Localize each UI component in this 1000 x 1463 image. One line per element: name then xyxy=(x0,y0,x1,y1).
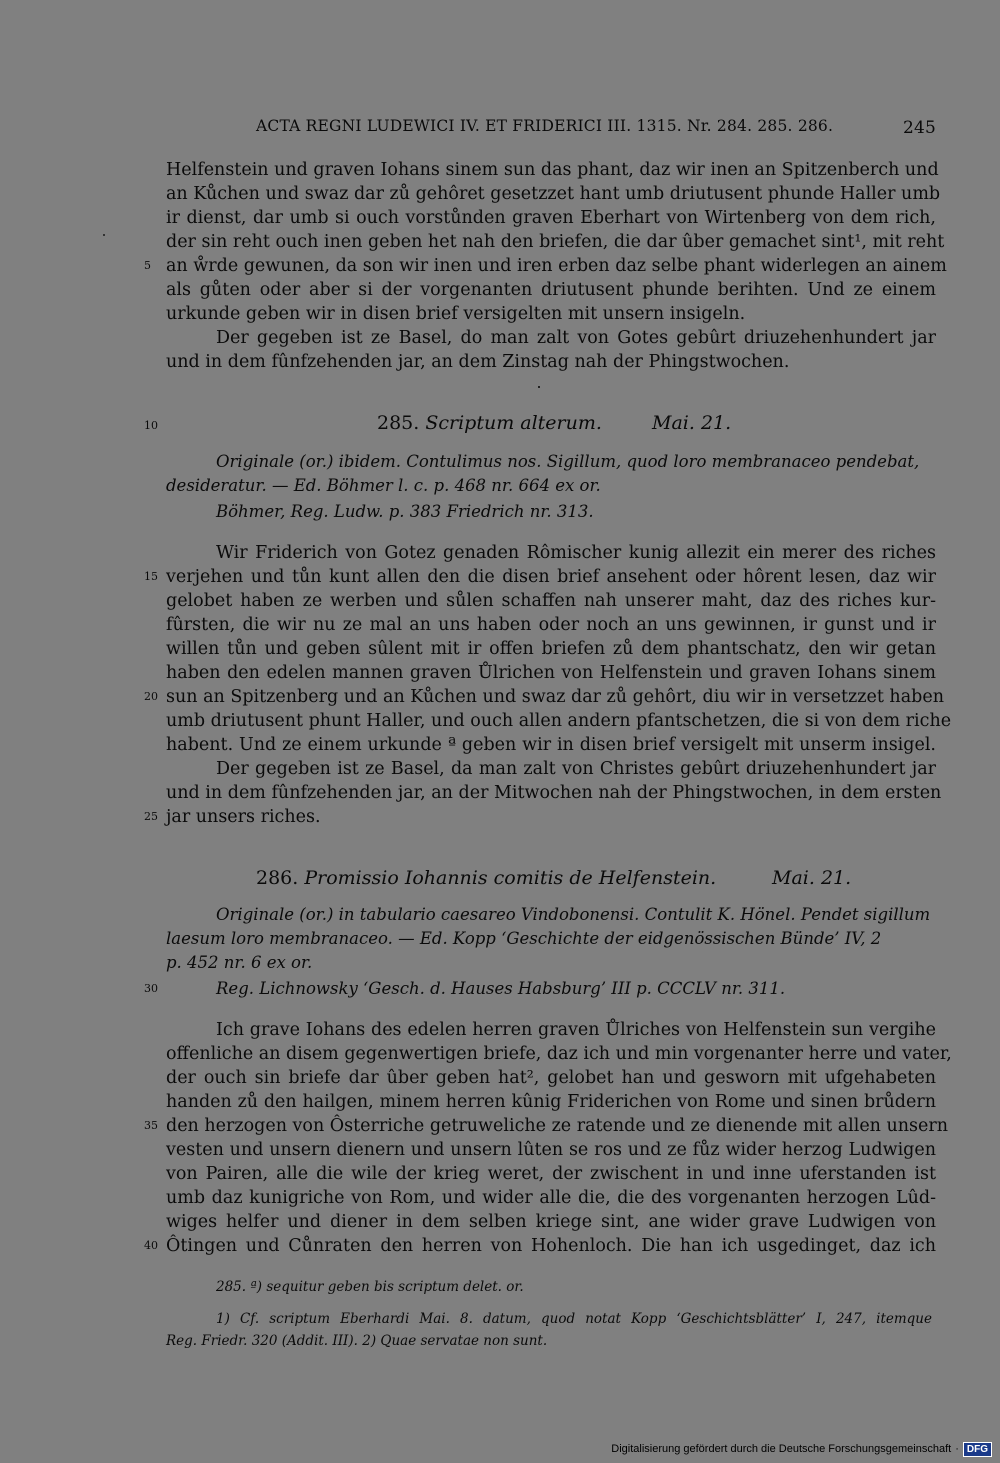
section-title: Scriptum alterum. xyxy=(425,412,602,434)
text-line: Ôtingen und Cůnraten den herren von Hohenloch. Die han ich usgedinget, daz ich xyxy=(166,1236,936,1256)
source-line: p. 452 nr. 6 ex or. xyxy=(166,953,313,972)
section-date: Mai. 21. xyxy=(772,867,852,889)
text-line: verjehen und tůn kunt allen den die disen brief ansehent oder hôrent lesen, daz wir xyxy=(166,567,936,587)
text-line: urkunde geben wir in disen brief versigelten mit unsern insigeln. xyxy=(166,304,746,324)
footnote: 1) Cf. scriptum Eberhardi Mai. 8. datum, quod notat Kopp ‘Geschichtsblätter’ I, 247, itemque xyxy=(216,1311,932,1327)
text-line: von Pairen, alle die wile der krieg weret, der zwischent in und inne uferstanden ist xyxy=(166,1164,936,1184)
separator-dot xyxy=(538,386,540,388)
text-line: umb daz kunigriche von Rom, und wider alle die, die des vorgenanten herzogen Lûd- xyxy=(166,1188,936,1208)
text-line: der ouch sin briefe dar ûber geben hat², gelobet han und gesworn mit ufgehabeten xyxy=(166,1068,936,1088)
page-number: 245 xyxy=(902,118,936,138)
dfg-logo: DFG xyxy=(963,1442,992,1457)
section-heading-286 xyxy=(256,867,716,889)
text-line: habent. Und ze einem urkunde ª geben wir in disen brief versigelt mit unserm insigel. xyxy=(166,735,936,755)
dating-line: und in dem fûnfzehenden jar, an der Mitwochen nah der Phingstwochen, in dem ersten xyxy=(166,783,942,803)
section-number: 285. xyxy=(377,412,420,434)
digitization-credit: Digitalisierung gefördert durch die Deutsche Forschungsgemeinschaft · DFG xyxy=(611,1441,992,1457)
running-header xyxy=(256,117,936,138)
text-line: ir dienst, dar umb si ouch vorstůnden graven Eberhart von Wirtenberg von dem rich, xyxy=(166,208,936,228)
text-line: sun an Spitzenberg und an Kůchen und swaz dar zů gehôrt, diu wir in versetzzet haben xyxy=(166,687,944,707)
variant-footnote: 285. ª) sequitur geben bis scriptum delet. or. xyxy=(216,1279,524,1295)
line-number: 40 xyxy=(144,1239,158,1252)
dating-line: und in dem fûnfzehenden jar, an dem Zinstag nah der Phingstwochen. xyxy=(166,352,790,372)
credit-text: Digitalisierung gefördert durch die Deutsche Forschungsgemeinschaft xyxy=(611,1443,952,1455)
section-number: 286. xyxy=(256,867,299,889)
source-line: Reg. Lichnowsky ‘Gesch. d. Hauses Habsburg’ III p. CCCLV nr. 311. xyxy=(216,979,786,998)
section-title: Promissio Iohannis comitis de Helfenstein. xyxy=(304,867,717,889)
text-line: den herzogen von Ôsterriche getruweliche ze ratende und ze dienende mit allen unsern xyxy=(166,1116,949,1136)
dating-line: Der gegeben ist ze Basel, da man zalt von Christes gebûrt driuzehenhundert jar xyxy=(216,759,936,779)
line-number: 10 xyxy=(144,419,158,432)
text-line: Wir Friderich von Gotez genaden Rômischer kunig allezit ein merer des riches xyxy=(216,543,936,563)
text-line: an ẘrde gewunen, da son wir inen und iren erben daz selbe phant widerlegen an ainem xyxy=(166,256,947,276)
text-line: vesten und unsern dienern und unsern lûten se ros und ze fůz wider herzog Ludwigen xyxy=(166,1140,936,1160)
source-line: Böhmer, Reg. Ludw. p. 383 Friedrich nr. 313. xyxy=(216,502,594,521)
source-line: desideratur. — Ed. Böhmer l. c. p. 468 nr. 664 ex or. xyxy=(166,476,601,495)
margin-mark xyxy=(103,234,105,236)
text-line: handen zů den hailgen, minem herren kûnig Friderichen von Rome und sinen brůdern xyxy=(166,1092,936,1112)
line-number: 25 xyxy=(144,810,158,823)
text-line: Helfenstein und graven Iohans sinem sun das phant, daz wir inen an Spitzenberch und xyxy=(166,160,939,180)
text-line: umb driutusent phunt Haller, und ouch allen andern pfantschetzen, die si von dem riche xyxy=(166,711,952,731)
line-number: 20 xyxy=(144,690,158,703)
dating-line: jar unsers riches. xyxy=(166,807,321,827)
text-line: Ich grave Iohans des edelen herren graven Ůlriches von Helfenstein sun vergihe xyxy=(216,1020,936,1040)
section-heading-285 xyxy=(377,412,602,434)
text-line: gelobet haben ze werben und sůlen schaffen nah unserer maht, daz des riches kur- xyxy=(166,591,936,611)
text-line: willen tůn und geben sûlent mit ir offen briefen zů dem phantschatz, den wir getan xyxy=(166,639,936,659)
section-date: Mai. 21. xyxy=(652,412,732,434)
source-line: Originale (or.) ibidem. Contulimus nos. Sigillum, quod loro membranaceo pendebat, xyxy=(216,452,920,471)
dating-line: Der gegeben ist ze Basel, do man zalt von Gotes gebûrt driuzehenhundert jar xyxy=(216,328,936,348)
line-number: 15 xyxy=(144,570,158,583)
source-line: laesum loro membranaceo. — Ed. Kopp ‘Geschichte der eidgenössischen Bünde’ IV, 2 xyxy=(166,929,882,948)
text-line: offenliche an disem gegenwertigen briefe, daz ich und min vorgenanter herre und vater, xyxy=(166,1044,952,1064)
text-line: wiges helfer und diener in dem selben kriege sint, ane wider grave Ludwigen von xyxy=(166,1212,936,1232)
text-line: haben den edelen mannen graven Ůlrichen von Helfenstein und graven Iohans sinem xyxy=(166,663,936,683)
source-line: Originale (or.) in tabulario caesareo Vindobonensi. Contulit K. Hönel. Pendet sigillum xyxy=(216,905,931,924)
line-number: 30 xyxy=(144,982,158,995)
line-number: 5 xyxy=(144,259,151,272)
running-title: ACTA REGNI LUDEWICI IV. ET FRIDERICI III. 1315. Nr. 284. 285. 286. xyxy=(256,117,834,135)
text-line: fûrsten, die wir nu ze mal an uns haben oder noch an uns gewinnen, ir gunst und ir xyxy=(166,615,936,635)
line-number: 35 xyxy=(144,1119,158,1132)
text-line: als gůten oder aber si der vorgenanten driutusent phunde berihten. Und ze einem xyxy=(166,280,936,300)
text-line: an Kůchen und swaz dar zů gehôret gesetzzet hant umb driutusent phunde Haller umb xyxy=(166,184,941,204)
footnote: Reg. Friedr. 320 (Addit. III). 2) Quae servatae non sunt. xyxy=(166,1333,548,1349)
text-line: der sin reht ouch inen geben het nah den briefen, die dar ûber gemachet sint¹, mit reht xyxy=(166,232,945,252)
